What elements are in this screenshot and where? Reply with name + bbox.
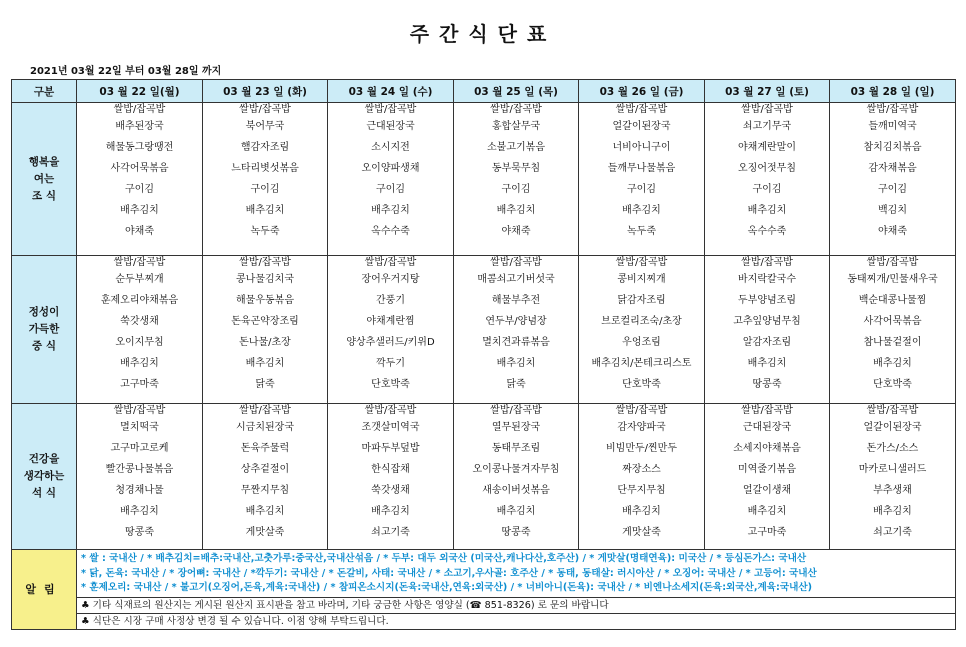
day-header: 03 월 25 일 (목) [454, 80, 579, 103]
day-menu-cell [579, 256, 705, 404]
meal-category-line: 행복을 [28, 155, 60, 168]
dish-item: 배추김치 [496, 358, 536, 369]
meal-category-line: 정성이 [28, 306, 60, 318]
dish-item: 장어우거지탕 [361, 274, 420, 285]
category-header: 구분 [12, 80, 77, 103]
origin-info [77, 550, 955, 597]
meal-category [12, 404, 77, 550]
dish-item: 쌀밥/잡곡밥 [866, 257, 919, 268]
dish-item: 단호박죽 [371, 379, 410, 390]
meal-category-line: 생각하는 [23, 470, 65, 482]
dish-item: 배추김치 [496, 506, 536, 517]
dish-item: 동태찌개/민물새우국 [847, 274, 938, 285]
day-menu-cell [705, 103, 830, 256]
dish-item: 배추김치 [120, 358, 159, 369]
dish-item: 배추김치 [873, 506, 912, 517]
dish-item: 쌀밥/잡곡밥 [490, 104, 542, 115]
dish-item: 느타리볏섯볶음 [231, 163, 299, 174]
dish-item: 쑥갓생채 [371, 485, 410, 496]
page-title: 주간식단표 [409, 22, 557, 46]
day-header: 03 월 23 일 (화) [203, 80, 328, 103]
dish-item: 오이지무침 [115, 337, 164, 348]
dish-item: 배추김치 [245, 358, 285, 369]
origin-line: * 닭, 돈육: 국내산 / * 장어뼈: 국내산 / *깍두기: 국내산 / * 돈갈비, 사태: 국내산 / * 소고기,우사골: 호주산 / * 동태, 동태살: 러시아산 / * 오징어: 국내산 / * 고등어: 국내산 [81, 567, 817, 579]
dish-item: 고구마죽 [747, 527, 787, 538]
dish-item: 사각어묵볶음 [863, 316, 922, 327]
dish-item: 단호박죽 [622, 379, 661, 390]
dish-item: 동태무조림 [491, 443, 541, 454]
dish-item: 단호박죽 [873, 379, 912, 390]
dish-item: 햄감자조림 [240, 142, 290, 153]
day-header: 03 월 22 일(월) [77, 80, 203, 103]
dish-item: 쌀밥/잡곡밥 [615, 104, 668, 115]
dish-item: 쌀밥/잡곡밥 [866, 405, 919, 416]
dish-item: 너비아니구이 [612, 142, 671, 153]
dish-item: 구이김 [376, 184, 405, 195]
dish-item: 참나물겉절이 [863, 337, 922, 348]
dish-item: 구이김 [752, 184, 782, 195]
dish-item: 콩비지찌개 [617, 274, 666, 285]
dish-item: 배추김치 [245, 205, 285, 216]
dish-item: 배추김치 [120, 506, 159, 517]
dish-item: 비빔만두/찐만두 [606, 443, 677, 454]
dish-item: 배추된장국 [115, 121, 164, 132]
dish-item: 돈나물/초장 [239, 337, 291, 348]
day-menu-cell [203, 256, 328, 404]
dish-item: 감자양파국 [617, 422, 666, 433]
dish-item: 마카로니샐러드 [858, 464, 927, 475]
dish-item: 구이김 [627, 184, 656, 195]
dish-item: 땅콩죽 [501, 527, 531, 538]
dish-item: 해물부추전 [491, 295, 541, 306]
dish-item: 쌀밥/잡곡밥 [741, 104, 793, 115]
day-header: 03 월 28 일 (일) [830, 80, 956, 103]
dish-item: 근대된장국 [742, 422, 792, 433]
dish-item: 순두부찌개 [115, 274, 164, 285]
dish-item: 돈육주물럭 [240, 443, 290, 454]
dish-item: 쌀밥/잡곡밥 [113, 104, 166, 115]
dish-item: 간풍기 [376, 295, 405, 306]
dish-item: 오이콩나물겨자무침 [472, 464, 560, 475]
day-header: 03 월 24 일 (수) [328, 80, 454, 103]
dish-item: 얼갈이된장국 [863, 422, 922, 433]
day-menu-cell [830, 103, 956, 256]
dish-item: 옥수수죽 [371, 226, 410, 237]
dish-item: 백김치 [878, 205, 907, 216]
day-menu-cell [328, 103, 454, 256]
dish-item: 홍합살무국 [491, 121, 541, 132]
day-header: 03 월 27 일 (토) [705, 80, 830, 103]
dish-item: 배추김치 [371, 205, 410, 216]
dish-item: 쌀밥/잡곡밥 [615, 405, 668, 416]
dish-item: 쌀밥/잡곡밥 [615, 257, 668, 268]
dish-item: 야채계란말이 [738, 142, 796, 153]
notice-label: 알림 [12, 550, 77, 630]
dish-item: 쌀밥/잡곡밥 [239, 405, 291, 416]
dish-item: 야채죽 [878, 226, 907, 237]
dish-item: 쌀밥/잡곡밥 [364, 405, 417, 416]
dish-item: 배추김치 [747, 358, 787, 369]
notice-row [12, 550, 956, 630]
dish-item: 빨간콩나물볶음 [105, 464, 174, 475]
dish-item: 미역줄기볶음 [738, 464, 796, 475]
meal-category-line: 건강을 [28, 453, 60, 465]
dish-item: 쌀밥/잡곡밥 [866, 104, 919, 115]
dish-item: 소불고기볶음 [487, 142, 545, 153]
dish-item: 돈육곤약장조림 [231, 316, 299, 327]
dish-item: 콩나물김치국 [236, 274, 294, 285]
meal-category [12, 103, 77, 256]
header-row [12, 80, 956, 103]
dish-item: 쌀밥/잡곡밥 [741, 405, 793, 416]
dish-item: 새송이버섯볶음 [482, 485, 550, 496]
meal-row [12, 256, 956, 404]
weekly-menu-table [11, 79, 956, 630]
dish-item: 양상추샐러드/키위D [346, 337, 435, 348]
dish-item: 연두부/양념장 [485, 316, 547, 327]
dish-item: 백순대콩나물찜 [858, 295, 927, 306]
dish-item: 오이양파생채 [361, 163, 420, 174]
dish-item: 오징어젓무침 [738, 163, 796, 174]
dish-item: 근대된장국 [366, 121, 415, 132]
dish-item: 짜장소스 [622, 464, 661, 475]
day-menu-cell [705, 256, 830, 404]
meal-row [12, 103, 956, 256]
dish-item: 들깨무나물볶음 [607, 163, 676, 174]
dish-item: 쌀밥/잡곡밥 [364, 104, 417, 115]
dish-item: 청경채나물 [115, 485, 164, 496]
dish-item: 배추김치 [245, 506, 285, 517]
dish-item: 무짠지무침 [240, 485, 290, 496]
dish-item: 훈제오리야채볶음 [100, 295, 179, 306]
dish-item: 고추잎양념무침 [733, 316, 801, 327]
meal-category-line: 가득한 [28, 323, 60, 335]
dish-item: 조갯살미역국 [361, 422, 420, 433]
notice-line: ♣ 식단은 시장 구매 사정상 변경 될 수 있습니다. 이점 양해 부탁드립니다. [77, 613, 955, 629]
origin-line: * 쌀 : 국내산 / * 배추김치=배추:국내산,고춧가루:중국산,국내산섞음 / * 두부: 대두 외국산 (미국산,캐나다산,호주산) / * 게맛살(명태연육): 미국산 / * 등심돈가스: 국내산 [81, 553, 807, 564]
dish-item: 얼갈이된장국 [612, 121, 671, 132]
dish-item: 닭죽 [506, 379, 526, 390]
dish-item: 북어무국 [245, 121, 285, 132]
day-header: 03 월 26 일 (금) [579, 80, 705, 103]
dish-item: 브로컬리조숙/초장 [601, 316, 682, 327]
day-menu-cell [454, 103, 579, 256]
dish-item: 게맛살죽 [245, 527, 285, 538]
meal-category-line: 석 식 [32, 487, 56, 499]
day-menu-cell [830, 404, 956, 550]
dish-item: 게맛살죽 [622, 527, 661, 538]
day-menu-cell [454, 256, 579, 404]
day-menu-cell [77, 256, 203, 404]
dish-item: 알감자조림 [742, 337, 792, 348]
dish-item: 들깨미역국 [868, 121, 917, 132]
dish-item: 열무된장국 [491, 422, 541, 433]
dish-item: 땅콩죽 [125, 527, 154, 538]
dish-item: 쌀밥/잡곡밥 [490, 405, 542, 416]
dish-item: 땅콩죽 [752, 379, 782, 390]
dish-item: 돈가스/소스 [866, 443, 919, 454]
dish-item: 닭감자조림 [617, 295, 666, 306]
dish-item: 쌀밥/잡곡밥 [239, 257, 291, 268]
day-menu-cell [454, 404, 579, 550]
dish-item: 녹두죽 [250, 226, 280, 237]
dish-item: 야채죽 [125, 226, 154, 237]
day-menu-cell [328, 404, 454, 550]
origin-line: * 훈제오리: 국내산 / * 불고기(오징어,돈육,계육:국내산) / * 참피온소시지(돈육:국내산,연육:외국산) / * 너비아니(돈육): 국내산 / * 비엔나소세지(돈육:외국산,계육:국내산) [81, 582, 813, 593]
dish-item: 쑥갓생채 [120, 316, 159, 327]
day-menu-cell [830, 256, 956, 404]
notice-content [77, 550, 956, 630]
dish-item: 깍두기 [376, 358, 405, 369]
dish-item: 배추김치/몬테크리스토 [591, 358, 692, 369]
day-menu-cell [579, 404, 705, 550]
dish-item: 쌀밥/잡곡밥 [113, 257, 166, 268]
dish-item: 바지락칼국수 [738, 274, 796, 285]
dish-item: 배추김치 [873, 358, 912, 369]
dish-item: 시금치된장국 [236, 422, 294, 433]
dish-item: 쌀밥/잡곡밥 [741, 257, 793, 268]
dish-item: 구이김 [125, 184, 154, 195]
notice-line: ♣ 기타 식재료의 원산지는 게시된 원산지 표시판을 참고 바라며, 기타 궁금한 사항은 영양실 (☎ 851-8326) 로 문의 바랍니다 [77, 597, 955, 613]
meal-category [12, 256, 77, 404]
dish-item: 쇠고기무국 [742, 121, 792, 132]
dish-item: 단무지무침 [617, 485, 666, 496]
meal-category-line: 조 식 [32, 189, 56, 202]
dish-item: 소시지전 [371, 142, 410, 153]
dish-item: 배추김치 [747, 205, 787, 216]
dish-item: 구이김 [878, 184, 907, 195]
dish-item: 쌀밥/잡곡밥 [239, 104, 291, 115]
dish-item: 닭죽 [255, 379, 275, 390]
meal-category-line: 중 식 [32, 340, 56, 352]
day-menu-cell [579, 103, 705, 256]
dish-item: 야채죽 [501, 226, 531, 237]
day-menu-cell [203, 404, 328, 550]
dish-item: 쌀밥/잡곡밥 [113, 405, 166, 416]
dish-item: 쌀밥/잡곡밥 [364, 257, 417, 268]
dish-item: 두부양념조림 [738, 295, 796, 306]
dish-item: 멸치견과류볶음 [482, 337, 550, 348]
dish-item: 고구마죽 [120, 379, 159, 390]
dish-item: 멸치떡국 [120, 422, 159, 433]
dish-item: 해물우동볶음 [236, 295, 294, 306]
meal-row [12, 404, 956, 550]
dish-item: 배추김치 [622, 205, 661, 216]
dish-item: 얼갈이생채 [742, 485, 792, 496]
dish-item: 배추김치 [747, 506, 787, 517]
dish-item: 쇠고기죽 [371, 527, 410, 538]
dish-item: 쇠고기죽 [873, 527, 912, 538]
dish-item: 배추김치 [496, 205, 536, 216]
dish-item: 야채계란찜 [366, 316, 415, 327]
dish-item: 소세지야채볶음 [733, 443, 801, 454]
dish-item: 마파두부덮밥 [361, 443, 420, 454]
dish-item: 한식잡채 [371, 464, 410, 475]
dish-item: 해물동그랑땡전 [105, 142, 174, 153]
day-menu-cell [77, 103, 203, 256]
dish-item: 부추생채 [873, 485, 912, 496]
dish-item: 구이김 [250, 184, 280, 195]
dish-item: 배추김치 [622, 506, 661, 517]
dish-item: 우엉조림 [622, 337, 661, 348]
meal-category-line: 여는 [33, 172, 55, 185]
dish-item: 옥수수죽 [747, 226, 787, 237]
dish-item: 매콤쇠고기버섯국 [477, 274, 555, 285]
dish-item: 구이김 [501, 184, 531, 195]
day-menu-cell [705, 404, 830, 550]
dish-item: 쌀밥/잡곡밥 [490, 257, 542, 268]
dish-item: 참치김치볶음 [863, 142, 922, 153]
dish-item: 고구마고로케 [110, 443, 169, 454]
dish-item: 녹두죽 [627, 226, 656, 237]
dish-item: 사각어묵볶음 [110, 163, 169, 174]
dish-item: 배추김치 [120, 205, 159, 216]
dish-item: 감자채볶음 [868, 163, 917, 174]
day-menu-cell [328, 256, 454, 404]
dish-item: 배추김치 [371, 506, 410, 517]
day-menu-cell [203, 103, 328, 256]
day-menu-cell [77, 404, 203, 550]
dish-item: 동부묵무침 [491, 163, 541, 174]
dish-item: 상추겉절이 [240, 464, 290, 475]
menu-period: 2021년 03월 22일 부터 03월 28일 까지 [30, 66, 222, 77]
